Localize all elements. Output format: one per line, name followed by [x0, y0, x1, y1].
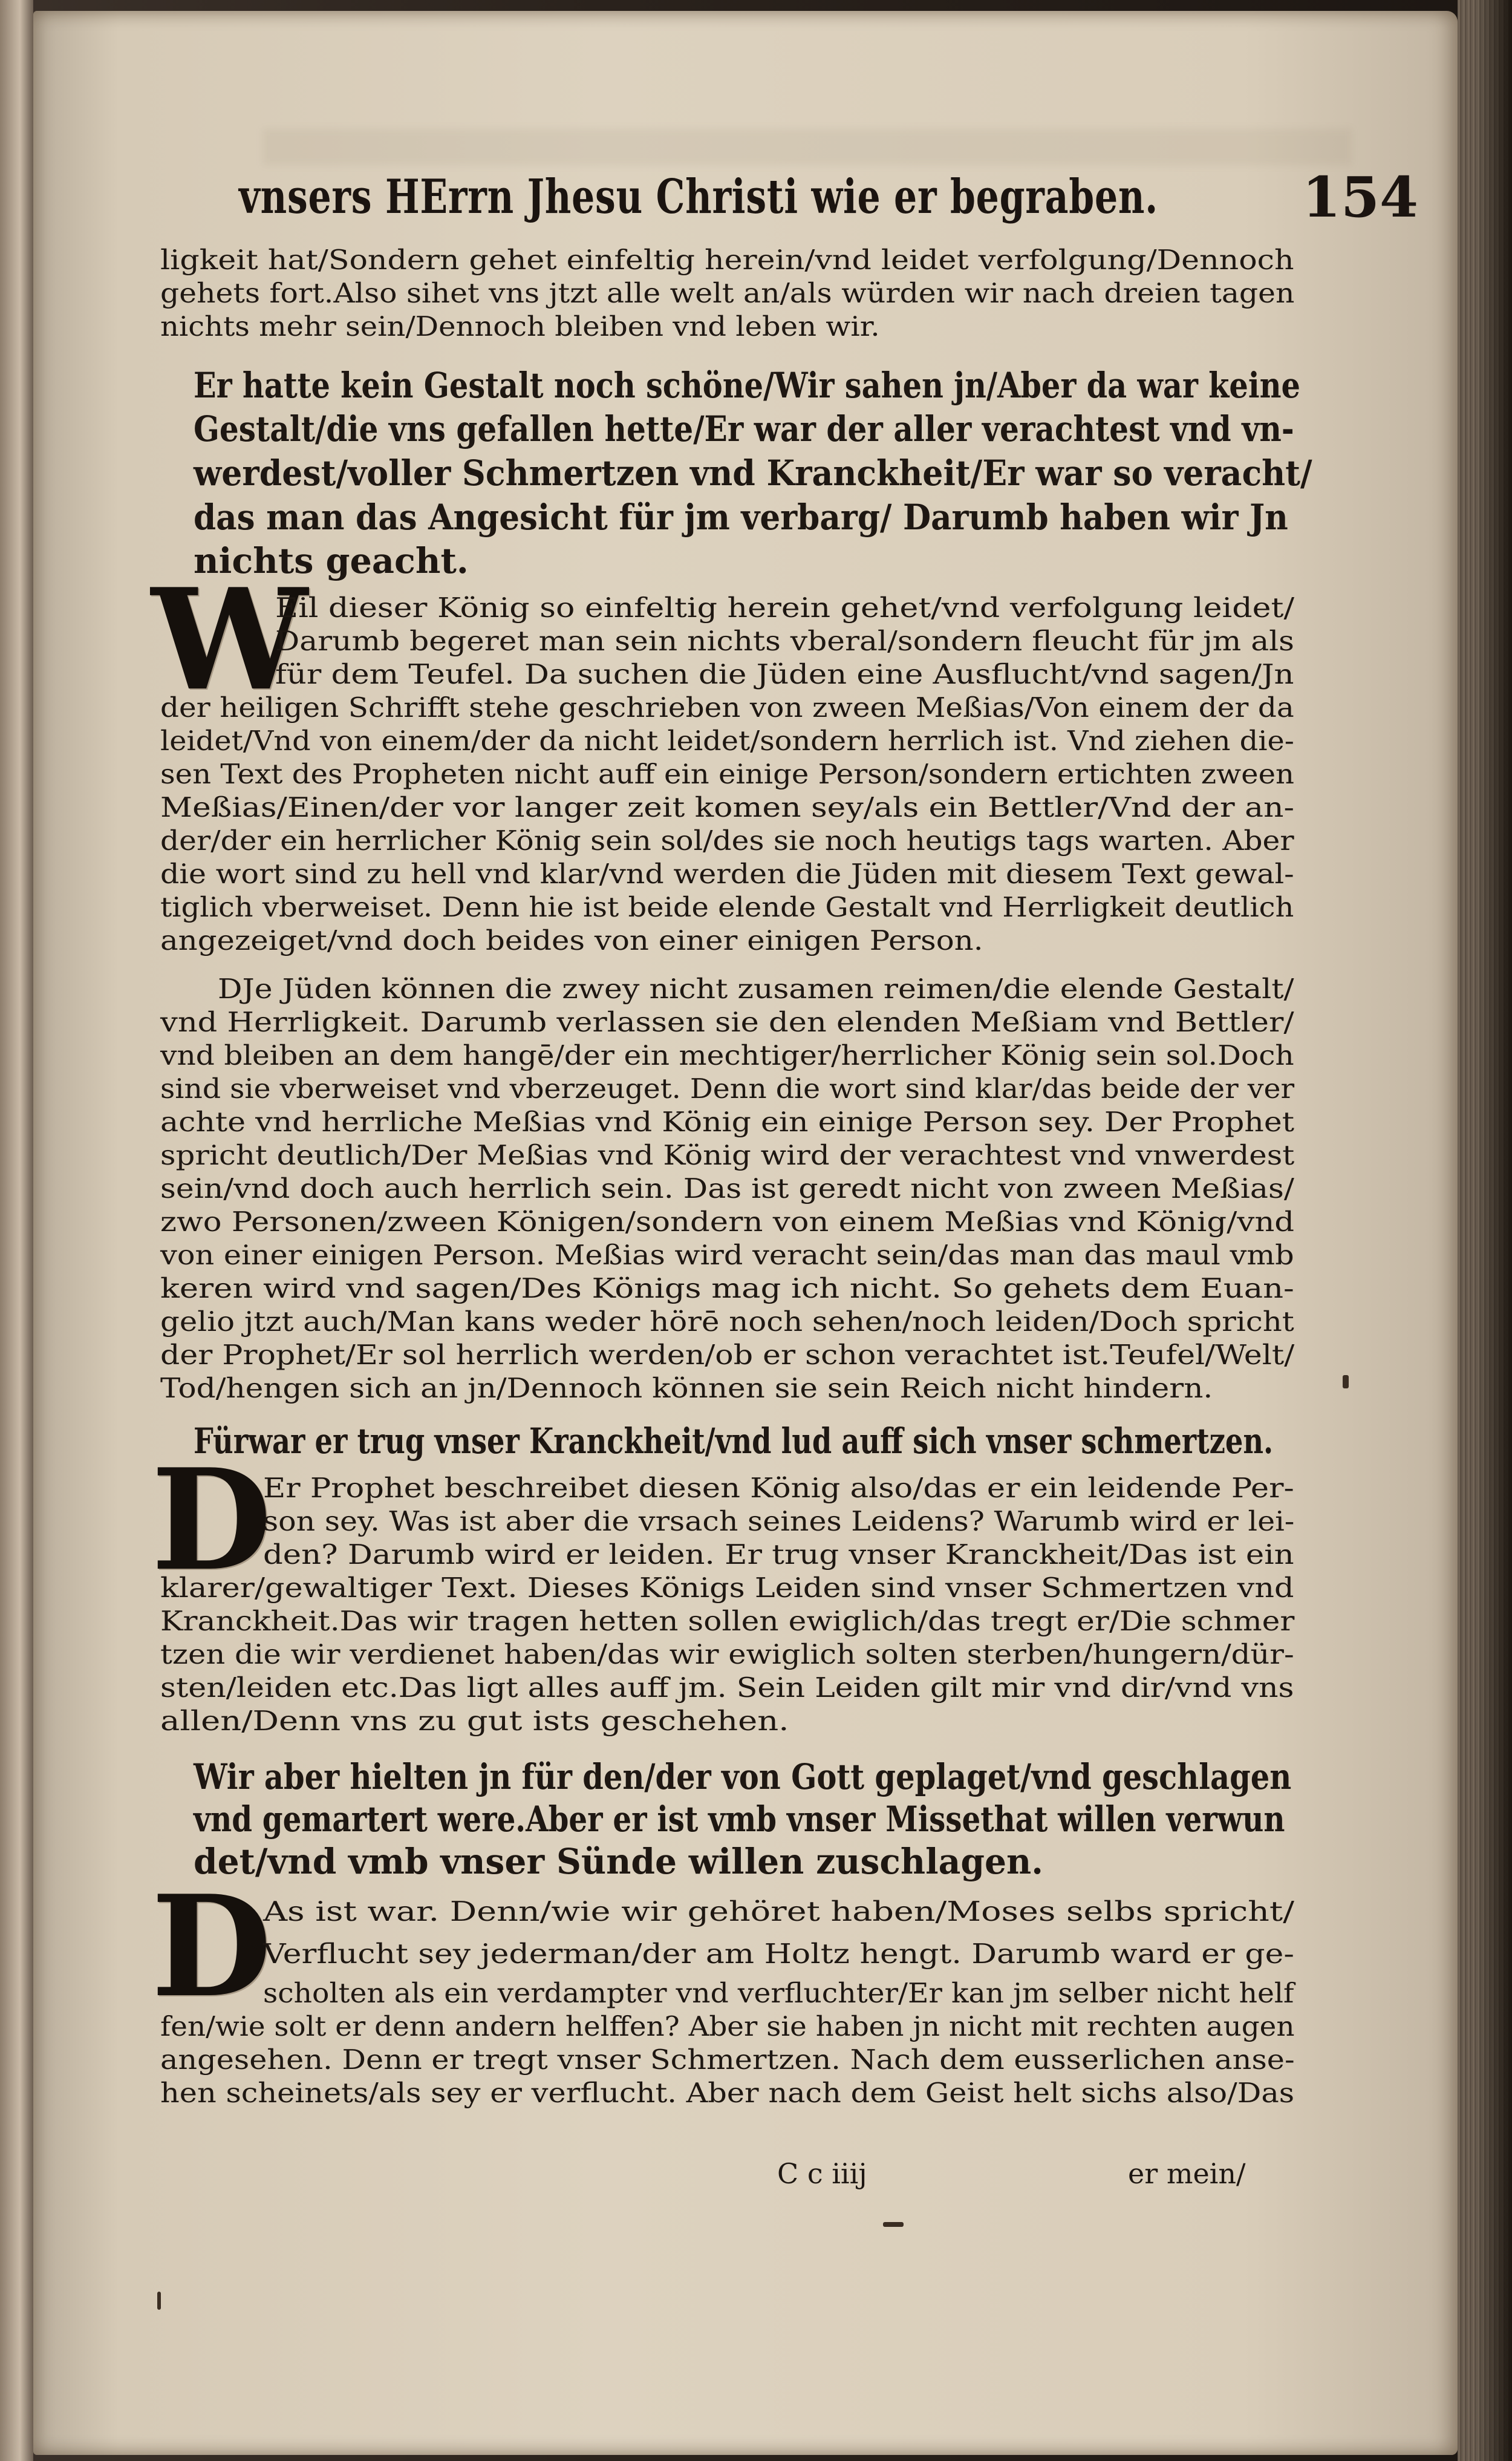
text-line: tiglich vberweiset. Denn hie ist beide elende Gestalt vnd Herrligkeit deutlich [160, 891, 1294, 923]
text-line: Darumb begeret man sein nichts vberal/sondern fleucht für jm als [275, 625, 1294, 657]
text-line: As ist war. Denn/wie wir gehöret haben/Moses selbs spricht/ [263, 1895, 1294, 1927]
text-line: achte vnd herrliche Meßias vnd König ein einige Person sey. Der Prophet [160, 1106, 1295, 1138]
text-line: sind sie vberweiset vnd vberzeuget. Denn die wort sind klar/das beide der ver [160, 1073, 1295, 1105]
text-line: angezeiget/vnd doch beides von einer einigen Person. [160, 924, 983, 956]
ink-speck [1343, 1375, 1349, 1388]
verse-line: vnd gemartert were.Aber er ist vmb vnser Missethat willen verwun [194, 1799, 1285, 1840]
folio-number: 154 [1302, 165, 1418, 230]
text-line: leidet/Vnd von einem/der da nicht leidet/sondern herrlich ist. Vnd ziehen die- [160, 725, 1294, 757]
drop-capital: D [151, 1439, 272, 1602]
text-line: für dem Teufel. Da suchen die Jüden eine Ausflucht/vnd sagen/Jn [275, 658, 1294, 690]
drop-capital: W [151, 558, 308, 722]
text-line: nichts mehr sein/Dennoch bleiben vnd leben wir. [160, 310, 880, 342]
ink-speck [883, 2222, 904, 2227]
text-line: Er Prophet beschreibet diesen König also/das er ein leidende Per- [263, 1472, 1294, 1504]
verse-line: das man das Angesicht für jm verbarg/ Darumb haben wir Jn [194, 497, 1288, 538]
text-line: vnd Herrligkeit. Darumb verlassen sie den elenden Meßiam vnd Bettler/ [160, 1006, 1294, 1038]
bleed-through-shadow [263, 129, 1352, 165]
text-line: der/der ein herrlicher König sein sol/des sie noch heutigs tags warten. Aber [160, 825, 1294, 857]
text-line: vnd bleiben an dem hangē/der ein mechtiger/herrlicher König sein sol.Doch [160, 1039, 1294, 1071]
text-line: allen/Denn vns zu gut ists geschehen. [160, 1705, 789, 1737]
verse-line: Er hatte kein Gestalt noch schöne/Wir sahen jn/Aber da war keine [194, 365, 1300, 406]
running-head: vnsers HErrn Jhesu Christi wie er begraben. [239, 169, 1158, 224]
text-line: der heiligen Schrifft stehe geschrieben von zween Meßias/Von einem der da [160, 691, 1294, 724]
text-line: von einer einigen Person. Meßias wird veracht sein/das man das maul vmb [160, 1239, 1294, 1271]
verse-line: Fürwar er trug vnser Kranckheit/vnd lud auff sich vnser schmertzen. [194, 1420, 1274, 1462]
ink-speck [157, 2292, 161, 2310]
text-line: Tod/hengen sich an jn/Dennoch können sie sein Reich nicht hindern. [160, 1372, 1213, 1404]
verse-line: nichts geacht. [194, 540, 469, 581]
catchword: er mein/ [1128, 2157, 1246, 2190]
text-line: Meßias/Einen/der vor langer zeit komen sey/als ein Bettler/Vnd der an- [160, 791, 1294, 823]
text-line: hen scheinets/als sey er verflucht. Aber nach dem Geist helt sichs also/Das [160, 2077, 1295, 2109]
text-line: angesehen. Denn er tregt vnser Schmertzen. Nach dem eusserlichen anse- [160, 2044, 1295, 2076]
verse-line: werdest/voller Schmertzen vnd Kranckheit/Er war so veracht/ [194, 453, 1312, 494]
text-line: ligkeit hat/Sondern gehet einfeltig herein/vnd leidet verfolgung/Dennoch [160, 244, 1294, 276]
verse-line: Wir aber hielten jn für den/der von Gott geplaget/vnd geschlagen [194, 1756, 1292, 1797]
previous-leaf-edge [0, 0, 33, 2461]
page-header [239, 165, 1418, 236]
text-line: die wort sind zu hell vnd klar/vnd werden die Jüden mit diesem Text gewal- [160, 858, 1294, 890]
text-line: tzen die wir verdienet haben/das wir ewiglich solten sterben/hungern/dür- [160, 1638, 1294, 1670]
fore-edge-shadow [1476, 0, 1512, 2461]
text-line: scholten als ein verdampter vnd verfluchter/Er kan jm selber nicht helf [263, 1977, 1294, 2009]
drop-capital: D [151, 1865, 272, 2028]
verse-line: Gestalt/die vns gefallen hette/Er war der aller verachtest vnd vn- [194, 408, 1294, 449]
text-line: klarer/gewaltiger Text. Dieses Königs Leiden sind vnser Schmertzen vnd [160, 1572, 1294, 1604]
book-page [33, 11, 1458, 2455]
body-text [151, 244, 1312, 2192]
text-line: DJe Jüden können die zwey nicht zusamen reimen/die elende Gestalt/ [218, 973, 1294, 1005]
text-line: gelio jtzt auch/Man kans weder hörē noch sehen/noch leiden/Doch spricht [160, 1306, 1294, 1338]
text-line: sten/leiden etc.Das ligt alles auff jm. Sein Leiden gilt mir vnd dir/vnd vns [160, 1672, 1294, 1704]
text-line: den? Darumb wird er leiden. Er trug vnser Kranckheit/Das ist ein [263, 1538, 1294, 1570]
text-line: sein/vnd doch auch herrlich sein. Das ist geredt nicht von zween Meßias/ [160, 1172, 1294, 1204]
text-line: gehets fort.Also sihet vns jtzt alle welt an/als würden wir nach dreien tagen [160, 277, 1295, 309]
text-line: der Prophet/Er sol herrlich werden/ob er schon verachtet ist.Teufel/Welt/ [160, 1339, 1295, 1371]
text-line: son sey. Was ist aber die vrsach seines Leidens? Warumb wird er lei- [263, 1505, 1295, 1537]
text-line: zwo Personen/zween Königen/sondern von einem Meßias vnd König/vnd [160, 1206, 1295, 1238]
signature-mark: C c iiij [777, 2157, 867, 2190]
text-line: spricht deutlich/Der Meßias vnd König wird der verachtest vnd vnwerdest [160, 1139, 1295, 1171]
text-line: Kranckheit.Das wir tragen hetten sollen ewiglich/das tregt er/Die schmer [160, 1605, 1295, 1637]
text-line: sen Text des Propheten nicht auff ein einige Person/sondern ertichten zween [160, 758, 1295, 790]
text-line: keren wird vnd sagen/Des Königs mag ich nicht. So gehets dem Euan- [160, 1272, 1294, 1304]
text-line: Verflucht sey jederman/der am Holtz hengt. Darumb ward er ge- [263, 1938, 1294, 1970]
text-line: fen/wie solt er denn andern helffen? Aber sie haben jn nicht mit rechten augen [160, 2010, 1295, 2042]
text-line: Eil dieser König so einfeltig herein gehet/vnd verfolgung leidet/ [275, 592, 1295, 624]
verse-line: det/vnd vmb vnser Sünde willen zuschlagen. [194, 1841, 1043, 1882]
